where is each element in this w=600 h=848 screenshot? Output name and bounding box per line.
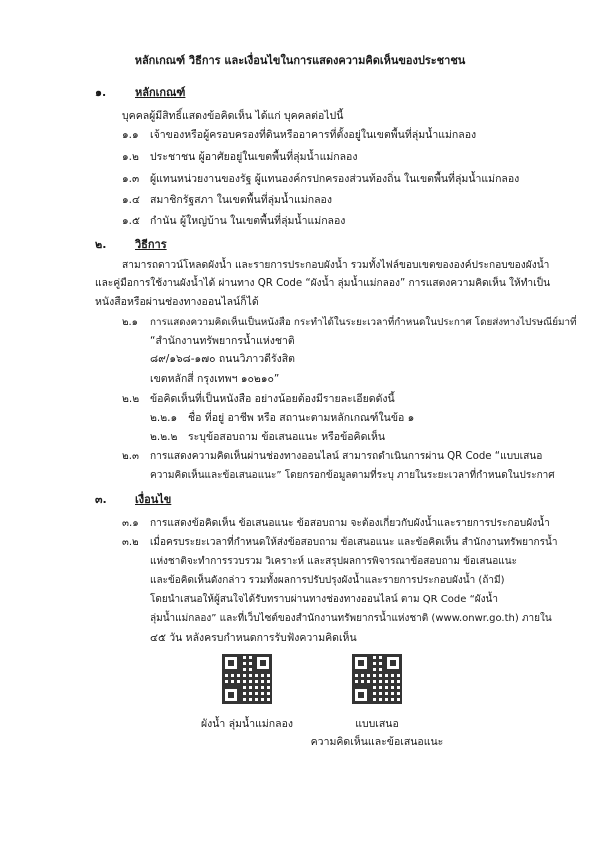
qr-caption-feedback-line: ความคิดเห็นและข้อเสนอแนะ: [310, 736, 444, 748]
section-1-label: หลักเกณฑ์: [135, 86, 186, 99]
section-1-heading: [95, 84, 185, 101]
address-line: เขตหลักสี่ กรุงเทพฯ ๑๐๒๑๐”: [150, 373, 280, 385]
section-2-heading: [95, 236, 167, 253]
section-3-label: เงื่อนไข: [135, 493, 172, 506]
section-2-intro-line: สามารถดาวน์โหลดผังน้ำ และรายการประกอบผังน้ำ รวมทั้งไฟล์ขอบเขตขององค์ประกอบของผังน้ำ: [122, 260, 550, 271]
list-item: ๑.๓ ผู้แทนหน่วยงานของรัฐ ผู้แทนองค์กรปกครองส่วนท้องถิ่น ในเขตพื้นที่ลุ่มน้ำแม่กลอง: [122, 173, 520, 185]
list-item-continuation: แห่งชาติจะทำการรวบรวม วิเคราะห์ และสรุปผลการพิจารณาข้อสอบถาม ข้อเสนอแนะ: [150, 556, 517, 567]
list-item-continuation: ๔๕ วัน หลังครบกำหนดการรับฟังความคิดเห็น: [150, 632, 357, 644]
list-item: ๑.๑ เจ้าของหรือผู้ครอบครองที่ดินหรืออาคารที่ตั้งอยู่ในเขตพื้นที่ลุ่มน้ำแม่กลอง: [122, 129, 477, 141]
section-3-number: ๓.: [95, 493, 107, 506]
qr-caption-water-map: ผังน้ำ ลุ่มน้ำแม่กลอง: [200, 718, 294, 730]
section-1-intro: บุคคลผู้มีสิทธิ์แสดงข้อคิดเห็น ได้แก่ บุคคลต่อไปนี้: [122, 110, 344, 122]
list-item: ๒.๒ ข้อคิดเห็นที่เป็นหนังสือ อย่างน้อยต้องมีรายละเอียดดังนี้: [122, 393, 395, 405]
qr-code-feedback-form[interactable]: [352, 654, 402, 704]
address-line: ๘๙/๑๖๘-๑๗๐ ถนนวิภาวดีรังสิต: [150, 353, 295, 365]
qr-caption-feedback-line: แบบเสนอ: [355, 718, 399, 730]
qr-code-water-map[interactable]: [222, 654, 272, 704]
list-item: ๑.๕ กำนัน ผู้ใหญ่บ้าน ในเขตพื้นที่ลุ่มน้ำแม่กลอง: [122, 215, 346, 227]
list-item: ๒.๑ การแสดงความคิดเห็นเป็นหนังสือ กระทำได้ในระยะเวลาที่กำหนดในประกาศ โดยส่งทางไปรษณีย์มาที่: [122, 317, 577, 328]
list-item-continuation: ลุ่มน้ำแม่กลอง” และที่เว็บไซต์ของสำนักงานทรัพยากรน้ำแห่งชาติ (www.onwr.go.th) ภายใน: [150, 613, 552, 624]
list-item-continuation: และข้อคิดเห็นดังกล่าว รวมทั้งผลการปรับปรุงผังน้ำและรายการประกอบผังน้ำ (ถ้ามี): [150, 575, 505, 586]
section-1-number: ๑.: [95, 86, 107, 99]
list-item: ๓.๑ การแสดงข้อคิดเห็น ข้อเสนอแนะ ข้อสอบถาม จะต้องเกี่ยวกับผังน้ำและรายการประกอบผังน้ำ: [122, 518, 550, 529]
address-line: “สำนักงานทรัพยากรน้ำแห่งชาติ: [150, 335, 295, 347]
list-item: ๒.๓ การแสดงความคิดเห็นผ่านช่องทางออนไลน์ สามารถดำเนินการผ่าน QR Code “แบบเสนอ: [122, 451, 543, 462]
list-item-continuation: ความคิดเห็นและข้อเสนอแนะ” โดยกรอกข้อมูลตามที่ระบุ ภายในระยะเวลาที่กำหนดในประกาศ: [150, 470, 555, 481]
list-item: ๑.๒ ประชาชน ผู้อาศัยอยู่ในเขตพื้นที่ลุ่มน้ำแม่กลอง: [122, 151, 358, 163]
section-2-intro-line: และคู่มือการใช้งานผังน้ำได้ ผ่านทาง QR Code “ผังน้ำ ลุ่มน้ำแม่กลอง” การแสดงความคิดเห็น ให้ทำเป็น: [95, 278, 551, 289]
list-item: ๑.๔ สมาชิกรัฐสภา ในเขตพื้นที่ลุ่มน้ำแม่กลอง: [122, 194, 332, 206]
page-title: หลักเกณฑ์ วิธีการ และเงื่อนไขในการแสดงความคิดเห็นของประชาชน: [134, 54, 466, 67]
list-item: ๓.๒ เมื่อครบระยะเวลาที่กำหนดให้ส่งข้อสอบถาม ข้อเสนอแนะ และข้อคิดเห็น สำนักงานทรัพยากรน้ำ: [122, 537, 558, 548]
sub-list-item: ๒.๒.๒ ระบุข้อสอบถาม ข้อเสนอแนะ หรือข้อคิดเห็น: [150, 431, 386, 443]
sub-list-item: ๒.๒.๑ ชื่อ ที่อยู่ อาชีพ หรือ สถานะตามหลักเกณฑ์ในข้อ ๑: [150, 412, 415, 424]
section-2-number: ๒.: [95, 238, 107, 251]
section-2-label: วิธีการ: [135, 238, 167, 251]
list-item-continuation: โดยนำเสนอให้ผู้สนใจได้รับทราบผ่านทางช่องทางออนไลน์ ตาม QR Code “ผังน้ำ: [150, 594, 498, 605]
section-3-heading: [95, 491, 171, 508]
section-2-intro-line: หนังสือหรือผ่านช่องทางออนไลน์ก็ได้: [95, 296, 259, 308]
